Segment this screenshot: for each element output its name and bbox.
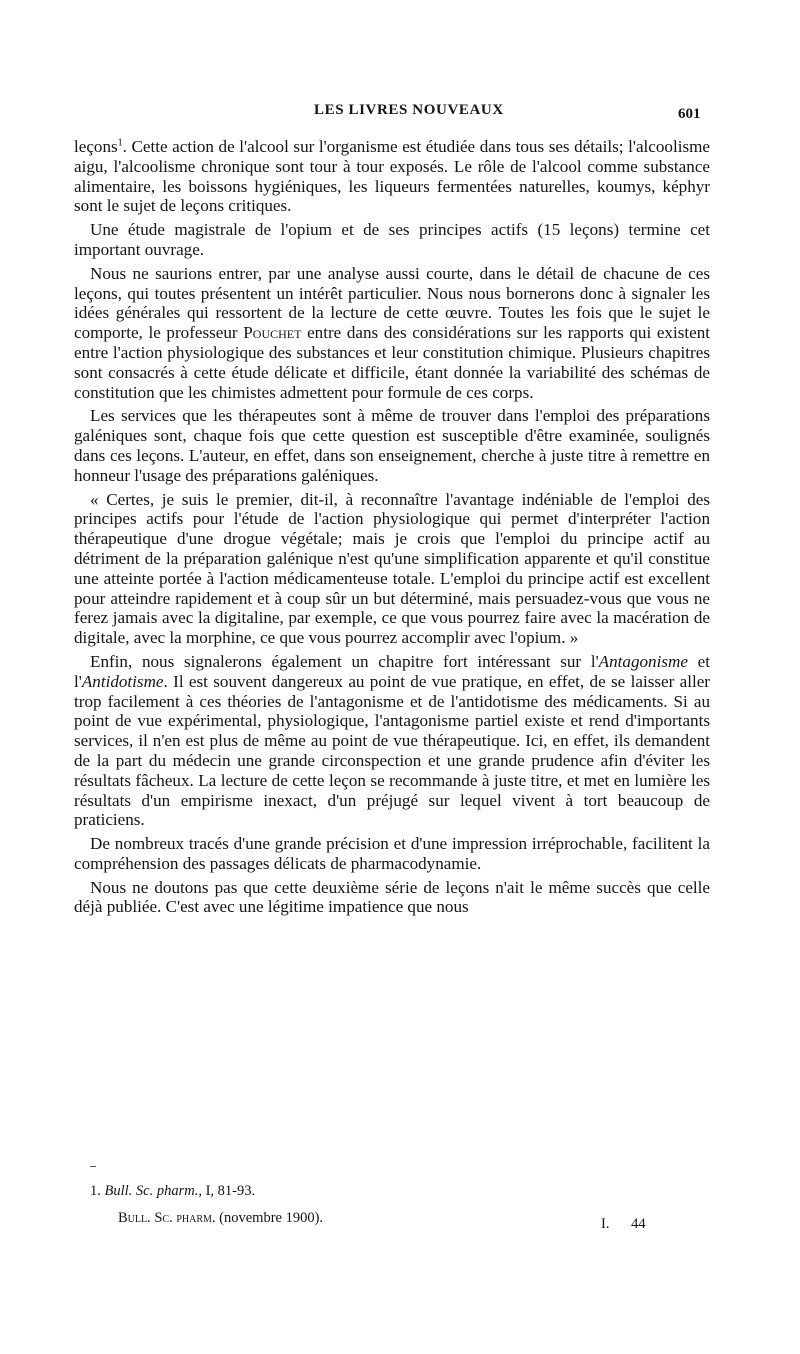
body-text [74, 137, 710, 921]
paragraph-6-start: Enfin, nous signalerons également un chapitre fort intéressant sur l' [90, 651, 599, 671]
paragraph-3-start: Nous ne saurions entrer, par une analyse aussi courte, dans le détail de chacune de ces leçons, qui toutes présentent un intérêt particulier. Nous nous bornerons donc à signaler les idées générales qui ressortent de la lecture de cette œuvre. Toutes les fois que le sujet le comporte, le professeur [74, 263, 710, 343]
author-name: Pouchet [243, 323, 302, 343]
printer-signature: I. 44 [601, 1216, 646, 1232]
paragraph-5-quotation: « Certes, je suis le premier, dit-il, à reconnaître l'avantage indéniable de l'emploi des principes actifs pour l'étude de l'action physiologique qui permet d'interpréter l'action thérapeutique d'une drogue végétale; mais je crois que l'emploi du principe actif au détriment de la préparation galénique n'est qu'une simplification apparente et qu'il constitue une atteinte portée à l'action médicamenteuse totale. L'emploi du principe actif est excellent pour atteindre rapidement et à coup sûr un but déterminé, mais persuadez-vous que vous ne ferez jamais avec la digitaline, par exemple, ce que vous pourrez faire avec la macération de digitale, avec la morphine, ce que vous pourrez accomplir avec l'opium. » [74, 489, 710, 648]
paragraph-4: Les services que les thérapeutes sont à même de trouver dans l'emploi des préparations galéniques sont, chaque fois que cette question est susceptible d'être examinée, soulignés dans ces leçons. L'auteur, en effet, dans son enseignement, cherche à juste titre à remettre en honneur l'usage des préparations galéniques. [74, 406, 710, 485]
paragraph-1-rest: . Cette action de l'alcool sur l'organisme est étudiée dans tous ses détails; l'alcoolisme aigu, l'alcoolisme chronique sont tour à tour exposés. Le rôle de l'alcool comme substance alimentaire, les boissons hygiéniques, les liqueurs fermentées naturelles, koumys, képhyr sont le sujet de leçons critiques. [74, 137, 710, 216]
paragraph-7: De nombreux tracés d'une grande précision et d'une impression irréprochable, facilitent la compréhension des passages délicats de pharmacodynamie. [74, 834, 710, 873]
footnote-reference: 1 [117, 137, 123, 149]
paragraph-8: Nous ne doutons pas que cette deuxième série de leçons n'ait le même succès que celle déjà publiée. C'est avec une légitime impatience que nous [74, 877, 710, 917]
paragraph-3-rest: entre dans des considérations sur les rapports qui existent entre l'action physiologique des substances et leur constitution chimique. Plusieurs chapitres sont consacrés à cette étude délicate et difficile, étant donnée la variabilité des schémas de constitution que les chimistes admettent pour formule de ces corps. [74, 323, 711, 402]
footnote-reference-detail: , I, 81-93. [198, 1183, 256, 1199]
imprint-line [118, 1210, 323, 1227]
imprint-journal: Bull. Sc. pharm. [118, 1210, 216, 1226]
footnote-mark [90, 1166, 96, 1167]
footnote-journal: Bull. Sc. pharm. [104, 1183, 199, 1199]
footnote [90, 1183, 255, 1200]
imprint-date: (novembre 1900). [215, 1210, 324, 1226]
paragraph-2: Une étude magistrale de l'opium et de ses principes actifs (15 leçons) termine cet important ouvrage. [74, 220, 710, 259]
running-title: LES LIVRES NOUVEAUX [314, 102, 504, 118]
paragraph-6-rest: . Il est souvent dangereux au point de vue pratique, en effet, de se laisser aller trop facilement à ces théories de l'antagonisme et de l'antidotisme des médicaments. Si au point de vue expérimental, physiologique, l'antagonisme partiel existe et rend d'importants services, il n'en est plus de même au point de vue thérapeutique. Ici, en effet, ils demandent de la part du médecin une grande circonspection et une grande prudence afin d'éviter les résultats fâcheux. La lecture de cette leçon se recommande à juste titre, et met en lumière les résultats d'un empirisme inexact, d'un préjugé sur lequel vivent à tort beaucoup de praticiens. [74, 671, 710, 830]
footnote-number: 1. [90, 1183, 101, 1199]
term-antagonisme: Antagonisme [598, 651, 688, 671]
paragraph-1 [74, 137, 710, 216]
paragraph-1-start: leçons [74, 137, 118, 156]
paragraph-6-join: et l' [74, 651, 710, 691]
paragraph-3 [74, 264, 710, 403]
term-antidotisme: Antidotisme [81, 671, 164, 691]
paragraph-6 [74, 652, 710, 830]
page-number: 601 [678, 106, 701, 122]
